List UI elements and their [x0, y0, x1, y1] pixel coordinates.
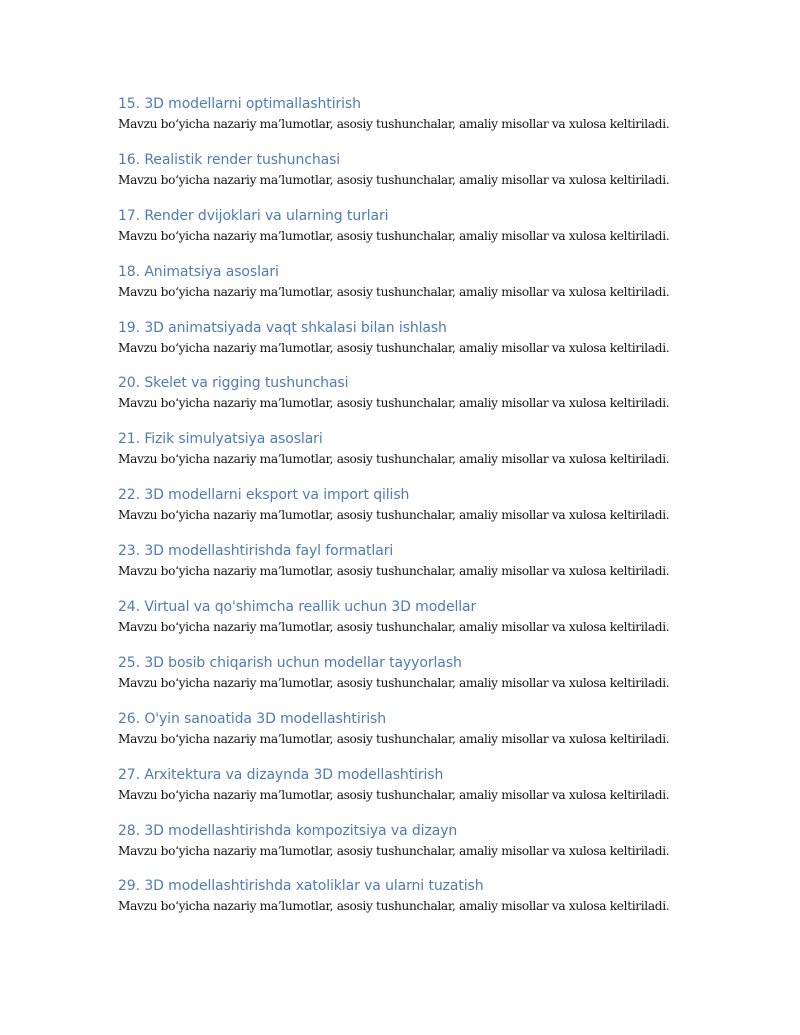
section-body: Mavzu bo‘yicha nazariy ma’lumotlar, asosiy tushunchalar, amaliy misollar va xulosa keltiriladi.: [118, 117, 670, 131]
section-body: Mavzu bo‘yicha nazariy ma’lumotlar, asosiy tushunchalar, amaliy misollar va xulosa keltiriladi.: [118, 620, 670, 635]
section-22: [118, 485, 718, 541]
section-28: [118, 821, 718, 877]
section-heading: 19. 3D animatsiyada vaqt shkalasi bilan ishlash: [118, 319, 447, 336]
section-21: [118, 429, 718, 485]
section-heading: 26. O'yin sanoatida 3D modellashtirish: [118, 710, 387, 727]
section-heading: 17. Render dvijoklari va ularning turlari: [118, 207, 389, 224]
section-25: [118, 653, 718, 709]
section-heading: 18. Animatsiya asoslari: [118, 263, 279, 280]
section-body: Mavzu bo‘yicha nazariy ma’lumotlar, asosiy tushunchalar, amaliy misollar va xulosa keltiriladi.: [118, 396, 670, 411]
section-heading: 15. 3D modellarni optimallashtirish: [118, 96, 361, 112]
document-content: [118, 94, 718, 932]
section-heading: 16. Realistik render tushunchasi: [118, 151, 341, 168]
section-26: [118, 709, 718, 765]
section-18: [118, 262, 718, 318]
section-body: Mavzu bo‘yicha nazariy ma’lumotlar, asosiy tushunchalar, amaliy misollar va xulosa keltiriladi.: [118, 899, 670, 914]
section-body: Mavzu bo‘yicha nazariy ma’lumotlar, asosiy tushunchalar, amaliy misollar va xulosa keltiriladi.: [118, 508, 670, 523]
section-heading: 27. Arxitektura va dizaynda 3D modellashtirish: [118, 766, 444, 783]
section-27: [118, 765, 718, 821]
section-17: [118, 206, 718, 262]
section-24: [118, 597, 718, 653]
section-body: Mavzu bo‘yicha nazariy ma’lumotlar, asosiy tushunchalar, amaliy misollar va xulosa keltiriladi.: [118, 452, 670, 467]
section-body: Mavzu bo‘yicha nazariy ma’lumotlar, asosiy tushunchalar, amaliy misollar va xulosa keltiriladi.: [118, 675, 670, 690]
section-16: [118, 150, 718, 206]
section-heading: 21. Fizik simulyatsiya asoslari: [118, 431, 323, 448]
section-heading: 23. 3D modellashtirishda fayl formatlari: [118, 543, 394, 560]
section-heading: 22. 3D modellarni eksport va import qilish: [118, 487, 410, 504]
section-body: Mavzu bo‘yicha nazariy ma’lumotlar, asosiy tushunchalar, amaliy misollar va xulosa keltiriladi.: [118, 228, 670, 243]
section-body: Mavzu bo‘yicha nazariy ma’lumotlar, asosiy tushunchalar, amaliy misollar va xulosa keltiriladi.: [118, 172, 670, 187]
section-heading: 28. 3D modellashtirishda kompozitsiya va dizayn: [118, 822, 458, 839]
section-15: [118, 94, 718, 150]
section-heading: 24. Virtual va qo'shimcha reallik uchun 3D modellar: [118, 599, 477, 616]
section-20: [118, 373, 718, 429]
section-body: Mavzu bo‘yicha nazariy ma’lumotlar, asosiy tushunchalar, amaliy misollar va xulosa keltiriladi.: [118, 731, 670, 746]
section-body: Mavzu bo‘yicha nazariy ma’lumotlar, asosiy tushunchalar, amaliy misollar va xulosa keltiriladi.: [118, 843, 670, 858]
section-body: Mavzu bo‘yicha nazariy ma’lumotlar, asosiy tushunchalar, amaliy misollar va xulosa keltiriladi.: [118, 340, 670, 355]
section-body: Mavzu bo‘yicha nazariy ma’lumotlar, asosiy tushunchalar, amaliy misollar va xulosa keltiriladi.: [118, 787, 670, 802]
section-body: Mavzu bo‘yicha nazariy ma’lumotlar, asosiy tushunchalar, amaliy misollar va xulosa keltiriladi.: [118, 564, 670, 579]
section-heading: 20. Skelet va rigging tushunchasi: [118, 375, 349, 392]
section-29: [118, 876, 718, 932]
section-19: [118, 318, 718, 374]
section-23: [118, 541, 718, 597]
section-heading: 29. 3D modellashtirishda xatoliklar va ularni tuzatish: [118, 878, 484, 895]
section-heading: 25. 3D bosib chiqarish uchun modellar tayyorlash: [118, 654, 462, 671]
section-body: Mavzu bo‘yicha nazariy ma’lumotlar, asosiy tushunchalar, amaliy misollar va xulosa keltiriladi.: [118, 284, 670, 299]
